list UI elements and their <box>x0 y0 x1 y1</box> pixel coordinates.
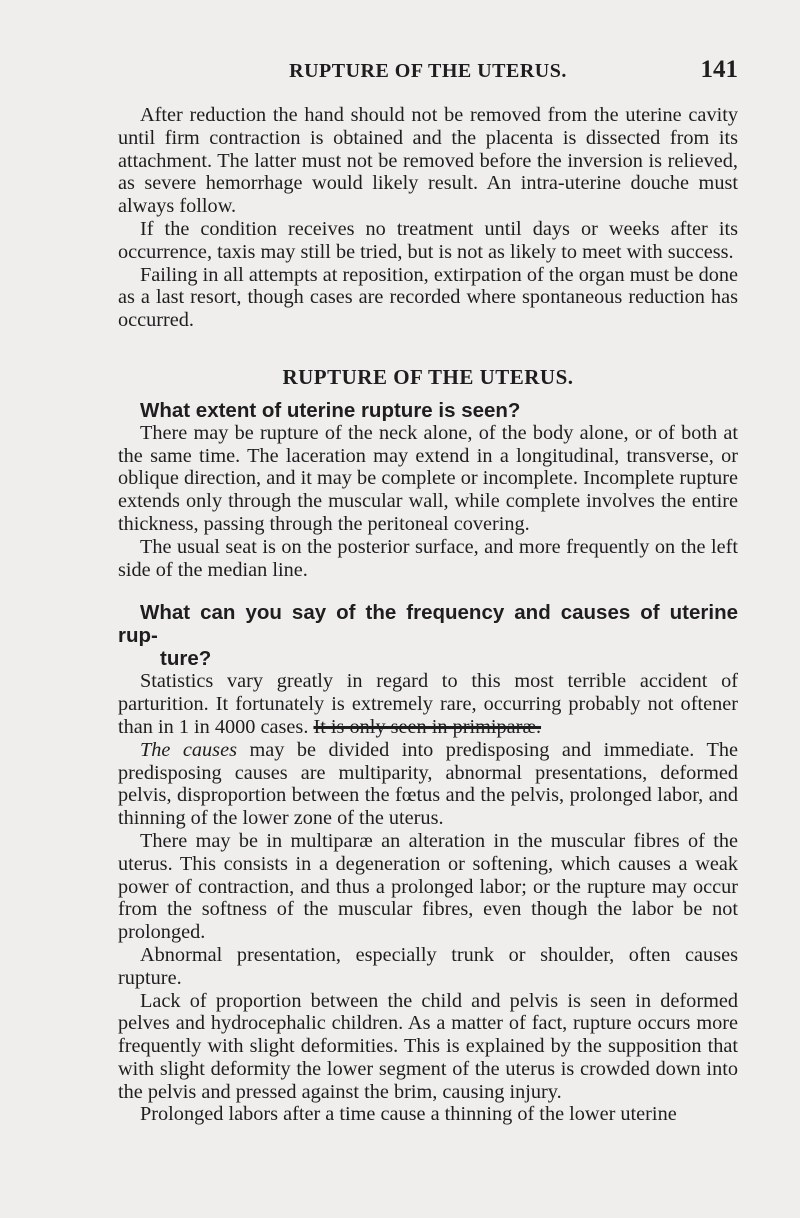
italic-term: The causes <box>140 738 237 761</box>
paragraph: If the condition receives no treatment until days or weeks after its occurrence, taxis may still be tried, but is not as likely to meet with success. <box>118 217 738 263</box>
paragraph: There may be rupture of the neck alone, of the body alone, or of both at the same time. The laceration may extend in a longitudinal, transverse, or oblique direction, and it may be complete or incomplete. Incomplete rupture extends only through the muscular wall, while complete involves the entire thickness, passing through the peritoneal covering. <box>118 421 738 535</box>
struck-out-sentence: It is only seen in primiparæ. <box>313 715 542 738</box>
question-heading: What extent of uterine rupture is seen? <box>140 398 521 422</box>
paragraph: Failing in all attempts at reposition, extirpation of the organ must be done as a last resort, though cases are recorded where spontaneous reduction has occurred. <box>118 263 738 332</box>
paragraph: After reduction the hand should not be removed from the uterine cavity until firm contraction is obtained and the placenta is dissected from its attachment. The latter must not be removed before the inversion is relieved, as severe hemorrhage would likely result. An intra-uterine douche must always follow. <box>118 104 738 218</box>
paragraph: There may be in multiparæ an alteration in the muscular fibres of the uterus. This consists in a degeneration or softening, which causes a weak power of contraction, and thus a prolonged labor; or the rupture may occur from the softness of the muscular fibres, even though the labor be not prolonged. <box>118 829 738 944</box>
page-number: 141 <box>700 56 738 83</box>
paragraph: Abnormal presentation, especially trunk or shoulder, often causes rupture. <box>118 943 738 989</box>
paragraph: Prolonged labors after a time cause a thinning of the lower uterine <box>140 1103 677 1126</box>
running-title: RUPTURE OF THE UTERUS. <box>289 60 567 82</box>
body-text <box>118 104 738 1126</box>
question-line: What can you say of the frequency and causes of uterine rup- <box>118 601 738 648</box>
paragraph <box>118 670 738 738</box>
paragraph <box>118 739 738 830</box>
question-line: ture? <box>160 647 212 671</box>
section-title: RUPTURE OF THE UTERUS. <box>282 364 574 389</box>
paragraph: The usual seat is on the posterior surface, and more frequently on the left side of the median line. <box>118 535 738 581</box>
paragraph: Lack of proportion between the child and pelvis is seen in deformed pelves and hydrocephalic children. As a matter of fact, rupture occurs more frequently with slight deformities. This is explained by the supposition that with slight deformity the lower segment of the uterus is crowded down into the pelvis and pressed against the brim, causing injury. <box>118 989 738 1103</box>
paragraph-text: Statistics vary greatly in regard to this most terrible accident of parturition. It fortunately is extremely rare, occurring probably not oftener than in 1 in 4000 cases. <box>118 670 738 738</box>
running-head <box>118 56 738 92</box>
question-heading <box>118 601 738 670</box>
paragraph-text: may be divided into predisposing and immediate. The predisposing causes are multiparity, abnormal presentations, deformed pelvis, disproportion between the fœtus and the pelvis, prolonged labor, and thinning of the lower zone of the uterus. <box>118 738 738 830</box>
